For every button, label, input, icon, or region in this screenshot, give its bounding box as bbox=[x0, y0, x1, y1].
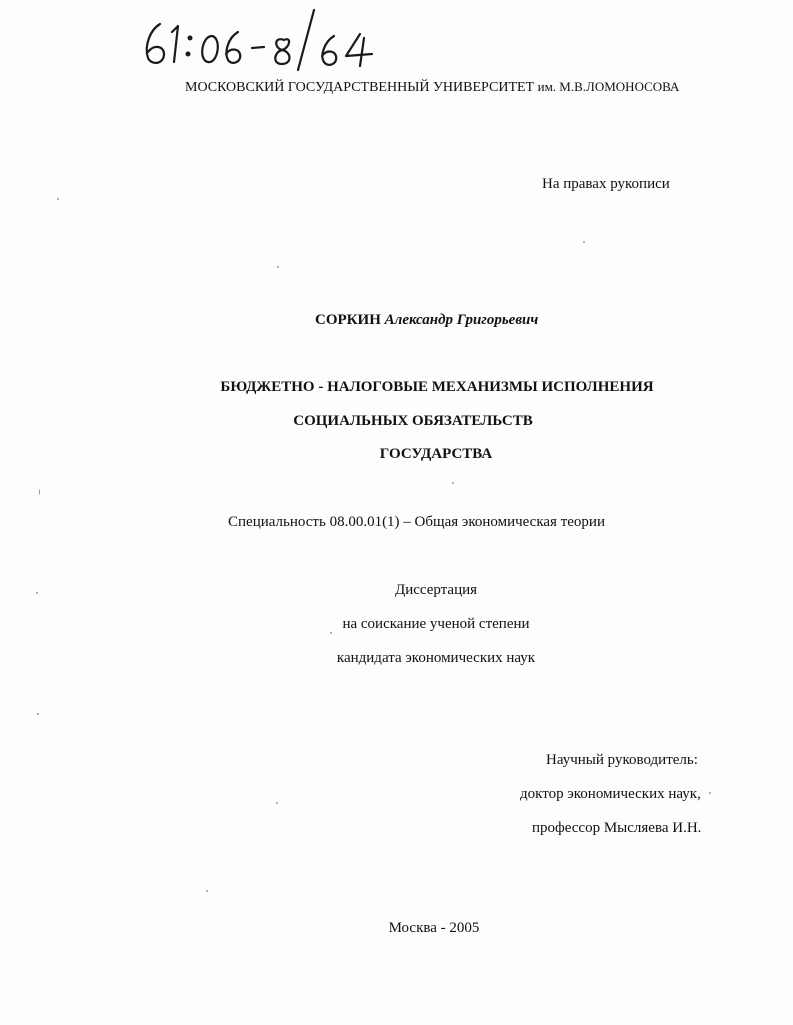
author-surname: СОРКИН bbox=[315, 312, 381, 328]
scan-speck bbox=[276, 802, 278, 804]
scan-speck bbox=[57, 198, 59, 200]
handwritten-archive-mark bbox=[138, 6, 398, 72]
university-name: МОСКОВСКИЙ ГОСУДАРСТВЕННЫЙ УНИВЕРСИТЕТ bbox=[185, 80, 535, 95]
scan-speck bbox=[330, 632, 332, 634]
title-line-3: ГОСУДАРСТВА bbox=[379, 446, 493, 462]
university-suffix: им. М.В.ЛОМОНОСОВА bbox=[537, 79, 680, 94]
author-given-names: Александр Григорьевич bbox=[384, 312, 539, 328]
manuscript-note: На правах рукописи bbox=[542, 176, 670, 192]
university-header bbox=[185, 78, 679, 97]
specialty: Специальность 08.00.01(1) – Общая экономическая теории bbox=[228, 514, 605, 530]
supervisor-line-2: доктор экономических наук, bbox=[520, 786, 701, 802]
supervisor-line-3: профессор Мысляева И.Н. bbox=[532, 820, 702, 836]
degree-line-3: кандидата экономических наук bbox=[336, 650, 536, 666]
scan-speck bbox=[37, 713, 39, 715]
scan-speck bbox=[277, 266, 279, 268]
scan-speck bbox=[39, 489, 40, 495]
title-line-1: БЮДЖЕТНО - НАЛОГОВЫЕ МЕХАНИЗМЫ ИСПОЛНЕНИЯ bbox=[220, 379, 654, 395]
scan-speck bbox=[583, 241, 585, 243]
scan-speck bbox=[206, 890, 208, 892]
supervisor-line-1: Научный руководитель: bbox=[546, 752, 698, 768]
place-year: Москва - 2005 bbox=[388, 920, 480, 936]
scan-speck bbox=[452, 482, 454, 484]
degree-line-1: Диссертация bbox=[394, 582, 478, 598]
scan-speck bbox=[36, 592, 38, 594]
author-name bbox=[315, 311, 538, 329]
degree-line-2: на соискание ученой степени bbox=[342, 616, 530, 632]
title-line-2: СОЦИАЛЬНЫХ ОБЯЗАТЕЛЬСТВ bbox=[293, 413, 533, 429]
scan-speck bbox=[709, 792, 711, 794]
